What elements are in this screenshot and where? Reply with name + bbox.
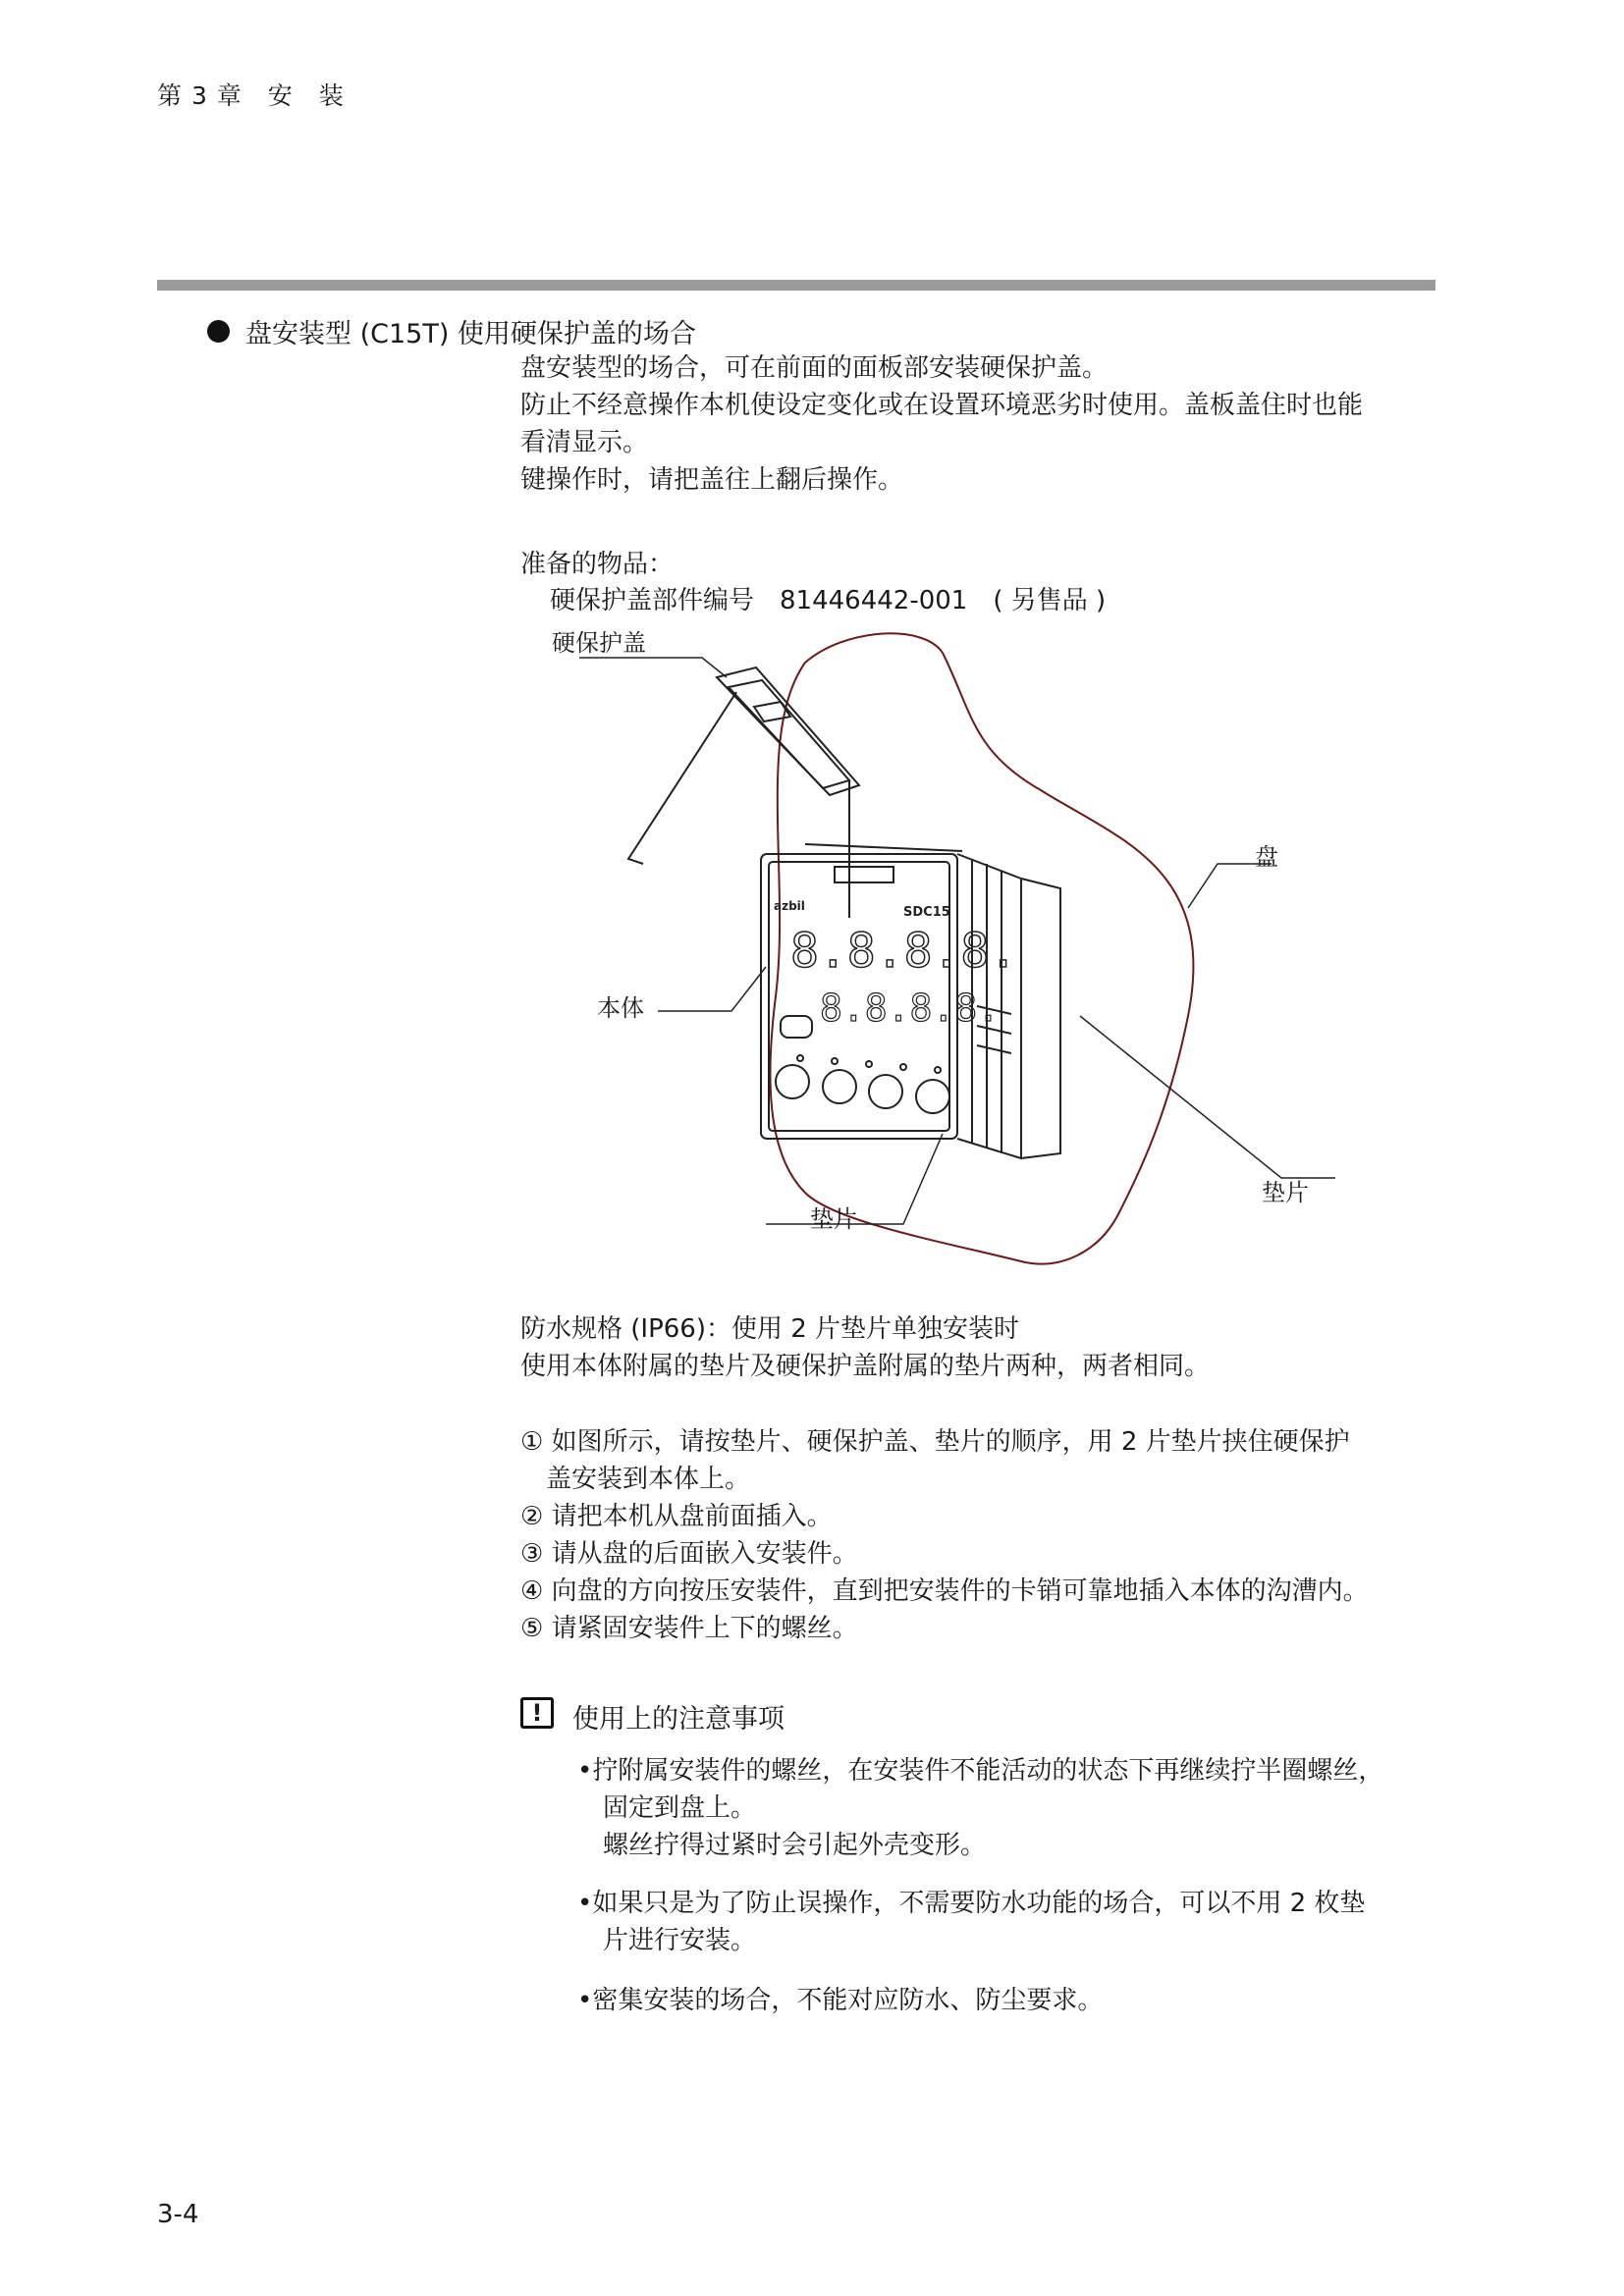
step-line: 盖安装到本体上。 xyxy=(520,1465,751,1494)
intro-line: 看清显示。 xyxy=(520,428,649,457)
caution-line: 螺丝拧得过紧时会引起外壳变形。 xyxy=(577,1831,987,1860)
installation-diagram xyxy=(511,623,1394,1310)
waterproof-desc: 使用本体附属的垫片及硬保护盖附属的垫片两种，两者相同。 xyxy=(520,1352,1211,1381)
caution-line: 片进行安装。 xyxy=(577,1926,757,1955)
bullet-icon xyxy=(207,320,230,343)
label-hard-cover: 硬保护盖 xyxy=(552,629,646,657)
chapter-header: 第 3 章 安 装 xyxy=(157,81,345,110)
caution-item xyxy=(577,1752,1383,1864)
step-line: ⑤ 请紧固安装件上下的螺丝。 xyxy=(520,1614,858,1643)
cover-lid xyxy=(717,667,859,795)
label-gasket-right: 垫片 xyxy=(1262,1179,1309,1206)
caution-line: 固定到盘上。 xyxy=(577,1793,757,1823)
step-line: ② 请把本机从盘前面插入。 xyxy=(520,1502,833,1531)
step-line: ④ 向盘的方向按压安装件，直到把安装件的卡销可靠地插入本体的沟漕内。 xyxy=(520,1576,1369,1606)
steps-list xyxy=(520,1423,1369,1647)
waterproof-spec xyxy=(520,1310,1210,1385)
prep-item: 硬保护盖部件编号 81446442-001 ( 另售品 ) xyxy=(550,586,1107,615)
section-divider xyxy=(157,280,1435,291)
label-gasket-bottom: 垫片 xyxy=(810,1205,857,1233)
caution-title: 使用上的注意事项 xyxy=(572,1704,785,1735)
caution-line: •如果只是为了防止误操作，不需要防水功能的场合，可以不用 2 枚垫 xyxy=(577,1889,1366,1918)
caution-item xyxy=(577,1885,1365,1959)
intro-paragraph xyxy=(520,349,1363,499)
display-lower: 8.8.8.8. xyxy=(820,987,1001,1030)
section-title: 盘安装型 (C15T) 使用硬保护盖的场合 xyxy=(245,319,696,349)
prep-label: 准备的物品： xyxy=(520,550,675,579)
device-model: SDC15 xyxy=(903,905,950,920)
step-line: ③ 请从盘的后面嵌入安装件。 xyxy=(520,1539,858,1569)
diagram-drawing xyxy=(511,623,1394,1310)
label-panel: 盘 xyxy=(1255,843,1278,871)
caution-icon: ! xyxy=(520,1697,554,1729)
intro-line: 键操作时，请把盖往上翻后操作。 xyxy=(520,465,904,495)
step-line: ① 如图所示，请按垫片、硬保护盖、垫片的顺序，用 2 片垫片挟住硬保护 xyxy=(520,1427,1350,1457)
label-body: 本体 xyxy=(597,994,644,1022)
device-brand: azbil xyxy=(774,899,805,913)
caution-line: •拧附属安装件的螺丝，在安装件不能活动的状态下再继续拧半圈螺丝， xyxy=(577,1756,1384,1786)
waterproof-title: 防水规格 (IP66)：使用 2 片垫片单独安装时 xyxy=(520,1314,1020,1344)
caution-item xyxy=(577,1982,1103,2019)
display-upper: 8.8.8.8. xyxy=(790,924,1018,979)
caution-line: •密集安装的场合，不能对应防水、防尘要求。 xyxy=(577,1986,1104,2015)
intro-line: 防止不经意操作本机使设定变化或在设置环境恶劣时使用。盖板盖住时也能 xyxy=(520,391,1364,420)
intro-line: 盘安装型的场合，可在前面的面板部安装硬保护盖。 xyxy=(520,353,1109,383)
page-number: 3-4 xyxy=(157,2200,199,2229)
